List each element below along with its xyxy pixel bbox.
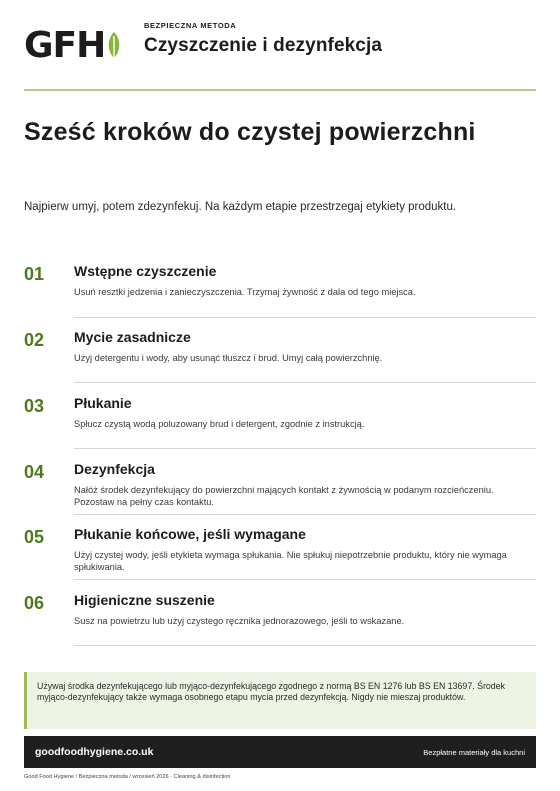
step-body [74,591,534,627]
step-title: Wstępne czyszczenie [74,263,217,279]
step-number: 04 [24,462,45,482]
page-title: Sześć kroków do czystej powierzchni [24,118,476,146]
step-body [74,525,534,573]
standards-note [24,672,536,729]
step-body [74,328,534,364]
step-title: Mycie zasadnicze [74,329,191,345]
step-title: Higieniczne suszenie [74,592,215,608]
step-number: 01 [24,264,45,284]
step-text: Spłucz czystą wodą poluzowany brud i detergent, zgodnie z instrukcją. [74,419,365,429]
step-body [74,262,534,298]
intro-text: Najpierw umyj, potem zdezynfekuj. Na każdym etapie przestrzegaj etykiety produktu. [24,201,457,213]
header [24,20,536,74]
header-titles [144,20,382,58]
step-text: Użyj detergentu i wody, aby usunąć tłuszcz i brud. Umyj całą powierzchnię. [74,353,383,363]
footer-website-link[interactable]: goodfoodhygiene.co.uk [35,746,154,758]
step-text: Użyj czystej wody, jeśli etykieta wymaga spłukania. Nie spłukuj niepotrzebnie produktu, który nie wymaga spłukiwania. [74,550,507,572]
step-text: Susz na powietrzu lub użyj czystego ręcznika jednorazowego, jeśli to wskazane. [74,616,405,626]
step-text: Nałóż środek dezynfekujący do powierzchni mających kontakt z żywnością w podanym rozcieńczeniu. Pozostaw na pełny czas kontaktu. [74,485,494,507]
step-title: Dezynfekcja [74,461,155,477]
step-divider [74,514,536,515]
step-text: Usuń resztki jedzenia i zanieczyszczenia. Trzymaj żywność z dala od tego miejsca. [74,287,416,297]
note-text: Używaj środka dezynfekującego lub myjąco-dezynfekującego zgodnego z normą BS EN 1276 lub BS EN 13697. Środek myjąco-dezynfekujący także wymaga osobnego etapu mycia przed dezynfekcją. Nigdy nie mieszaj produktów. [37,681,505,702]
step-divider [74,317,536,318]
step-body [74,394,534,430]
logo[interactable] [24,26,122,66]
document-meta: Good Food Hygiene / Bezpieczna metoda / wrzesień 2026 · Cleaning & disinfection [24,774,231,780]
step-divider [74,448,536,449]
step-number: 05 [24,527,45,547]
step-title: Płukanie końcowe, jeśli wymagane [74,526,306,542]
header-title: Czyszczenie i dezynfekcja [144,35,382,56]
step-number: 03 [24,396,45,416]
step-divider [74,579,536,580]
step-title: Płukanie [74,395,132,411]
header-divider [24,89,536,91]
step-number: 02 [24,330,45,350]
leaf-icon [106,31,122,61]
header-kicker: BEZPIECZNA METODA [144,21,237,30]
logo-text: GFH [24,25,106,66]
step-divider [74,382,536,383]
footer-tagline: Bezpłatne materiały dla kuchni [423,747,525,757]
footer-bar [24,736,536,768]
step-number: 06 [24,593,45,613]
step-body [74,460,534,508]
step-divider [74,645,536,646]
